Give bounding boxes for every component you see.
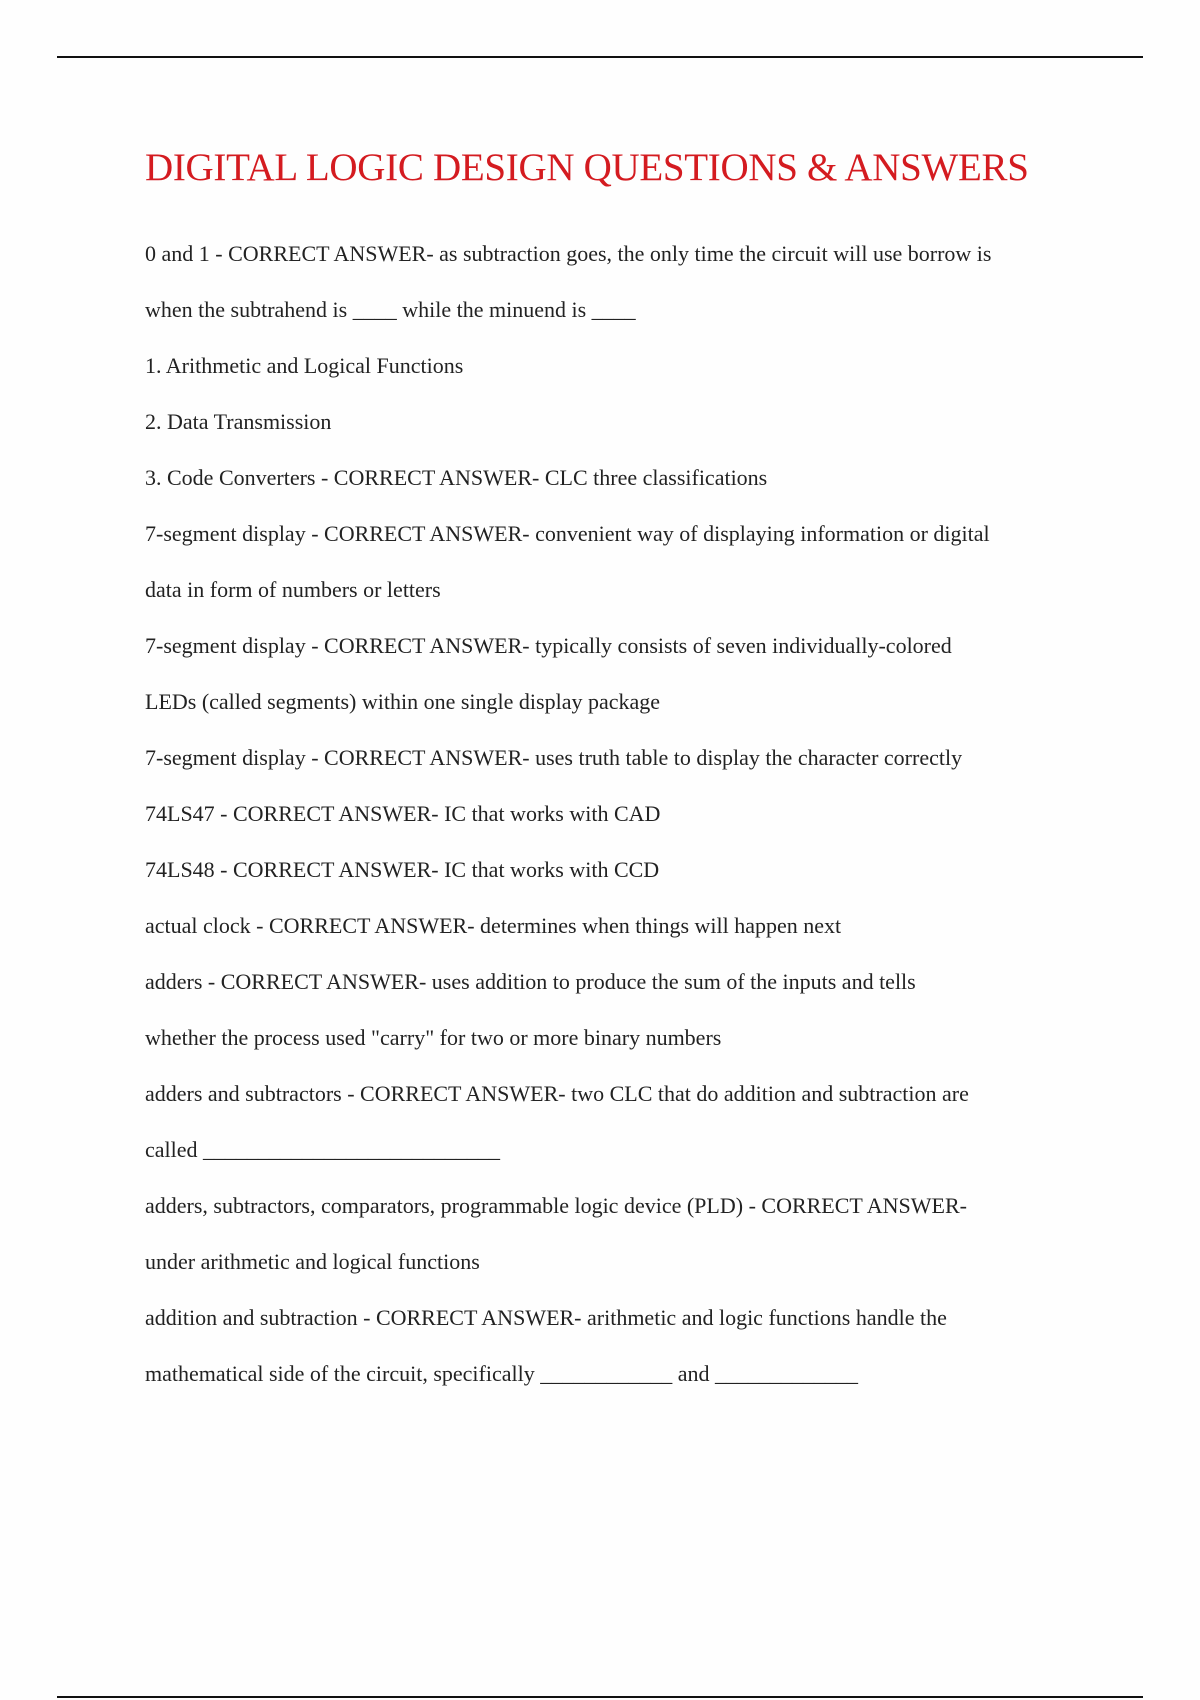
text-line: mathematical side of the circuit, specifically ____________ and _____________ xyxy=(145,1361,858,1386)
text-line: actual clock - CORRECT ANSWER- determines when things will happen next xyxy=(145,913,842,938)
text-line: 74LS47 - CORRECT ANSWER- IC that works with CAD xyxy=(145,801,661,826)
text-line: data in form of numbers or letters xyxy=(145,577,441,602)
text-line: when the subtrahend is ____ while the minuend is ____ xyxy=(145,297,636,322)
text-line: 7-segment display - CORRECT ANSWER- typically consists of seven individually-colored xyxy=(145,633,952,658)
text-line: 7-segment display - CORRECT ANSWER- convenient way of displaying information or digital xyxy=(145,521,990,546)
text-line: adders - CORRECT ANSWER- uses addition to produce the sum of the inputs and tells xyxy=(145,969,916,994)
text-line: LEDs (called segments) within one single display package xyxy=(145,689,661,714)
text-line: whether the process used "carry" for two or more binary numbers xyxy=(145,1025,722,1050)
text-line: 7-segment display - CORRECT ANSWER- uses truth table to display the character correctly xyxy=(145,745,963,770)
text-line: adders, subtractors, comparators, programmable logic device (PLD) - CORRECT ANSWER- xyxy=(145,1193,967,1218)
text-line: 2. Data Transmission xyxy=(145,409,332,434)
text-line: adders and subtractors - CORRECT ANSWER- two CLC that do addition and subtraction are xyxy=(145,1081,969,1106)
text-line: 3. Code Converters - CORRECT ANSWER- CLC three classifications xyxy=(145,465,768,490)
document-body xyxy=(145,226,1105,1402)
text-line: 1. Arithmetic and Logical Functions xyxy=(145,353,464,378)
top-divider xyxy=(57,56,1143,58)
document-title: DIGITAL LOGIC DESIGN QUESTIONS & ANSWERS xyxy=(145,146,1029,189)
text-line: called ___________________________ xyxy=(145,1137,501,1162)
text-line: addition and subtraction - CORRECT ANSWER- arithmetic and logic functions handle the xyxy=(145,1305,947,1330)
text-line: 0 and 1 - CORRECT ANSWER- as subtraction goes, the only time the circuit will use borrow is xyxy=(145,241,992,266)
text-line: 74LS48 - CORRECT ANSWER- IC that works with CCD xyxy=(145,857,660,882)
text-line: under arithmetic and logical functions xyxy=(145,1249,480,1274)
bottom-divider xyxy=(57,1696,1143,1698)
